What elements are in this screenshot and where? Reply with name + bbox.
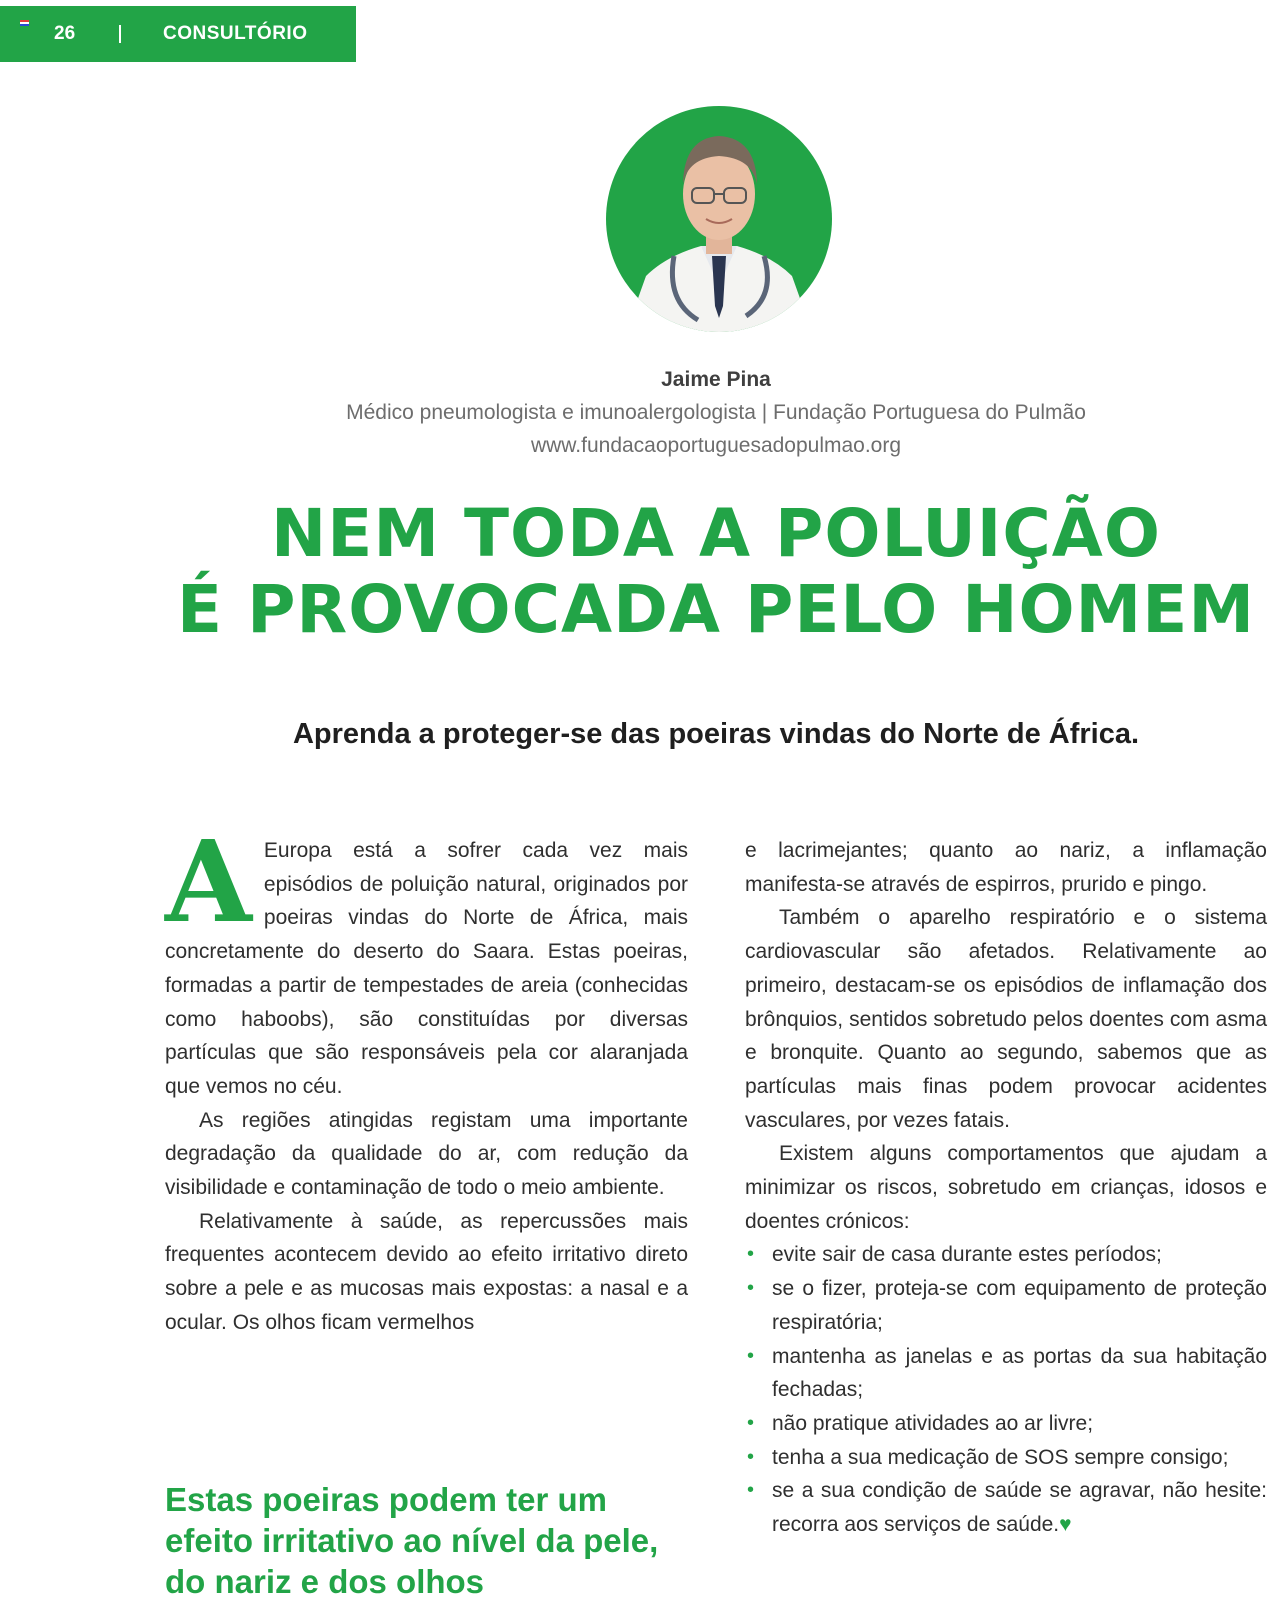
- page-number: 26: [54, 23, 76, 44]
- headline-line-1: NEM TODA A POLUIÇÃO: [271, 495, 1161, 572]
- paragraph: Existem alguns comportamentos que ajudam a minimizar os riscos, sobretudo em crianças, idosos e doentes crónicos:: [745, 1142, 1267, 1233]
- list-item-text: se a sua condição de saúde se agravar, não hesite: recorra aos serviços de saúde.: [772, 1479, 1267, 1537]
- paragraph: Relativamente à saúde, as repercussões mais frequentes acontecem devido ao efeito irritativo direto sobre a pele e as mucosas mais expostas: a nasal e a ocular. Os olhos ficam vermelhos: [165, 1209, 688, 1334]
- author-block: [0, 363, 1280, 462]
- paragraph-text: Europa está a sofrer cada vez mais episódios de poluição natural, originados por poeiras vindas do Norte de África, mais concretamente do deserto do Saara. Estas poeiras, formadas a partir de tempestades de areia (conhecidas como haboobs), são constituídas por diversas partículas que são responsáveis pela cor alaranjada que vemos no céu.: [165, 839, 688, 1098]
- author-url[interactable]: www.fundacaoportuguesadopulmao.org: [530, 434, 902, 457]
- doctor-portrait: [606, 106, 832, 332]
- advice-list: [745, 1238, 1267, 1541]
- header-divider: [119, 25, 121, 43]
- list-item: • não pratique atividades ao ar livre;: [745, 1407, 1267, 1441]
- list-item: • evite sair de casa durante estes períodos;: [745, 1238, 1267, 1272]
- pull-quote: Estas poeiras podem ter um efeito irritativo ao nível da pele, do nariz e dos olhos: [165, 1481, 659, 1600]
- list-item: [745, 1474, 1267, 1541]
- paragraph: Também o aparelho respiratório e o sistema cardiovascular são afetados. Relativamente ao primeiro, destacam-se os episódios de inflamação dos brônquios, sentidos sobretudo pelos doentes com asma e bronquite. Quanto ao segundo, sabemos que as partículas mais finas podem provocar acidentes vasculares, por vezes fatais.: [745, 906, 1267, 1132]
- paragraph: [165, 817, 688, 1104]
- author-name: Jaime Pina: [661, 368, 771, 391]
- paragraph: e lacrimejantes; quanto ao nariz, a inflamação manifesta-se através de espirros, prurido e pingo.: [745, 839, 1267, 896]
- drop-cap: A: [165, 817, 252, 948]
- list-item: • tenha a sua medicação de SOS sempre consigo;: [745, 1441, 1267, 1475]
- subtitle: Aprenda a proteger-se das poeiras vindas do Norte de África.: [292, 718, 1140, 750]
- headline-line-2: É PROVOCADA PELO HOMEM: [177, 571, 1255, 648]
- list-item: • se o fizer, proteja-se com equipamento de proteção respiratória;: [745, 1272, 1267, 1339]
- body-column-left: [165, 817, 688, 1340]
- paragraph: As regiões atingidas registam uma importante degradação da qualidade do ar, com redução da visibilidade e contaminação de todo o meio ambiente.: [165, 1108, 688, 1200]
- header-bar: [0, 6, 356, 62]
- heart-icon: ♥: [1059, 1513, 1072, 1537]
- author-role: Médico pneumologista e imunoalergologista | Fundação Portuguesa do Pulmão: [346, 401, 1086, 424]
- body-column-right: [745, 834, 1267, 1542]
- section-label: CONSULTÓRIO: [163, 23, 308, 44]
- flag-icon: [20, 20, 29, 26]
- list-item: • mantenha as janelas e as portas da sua habitação fechadas;: [745, 1340, 1267, 1407]
